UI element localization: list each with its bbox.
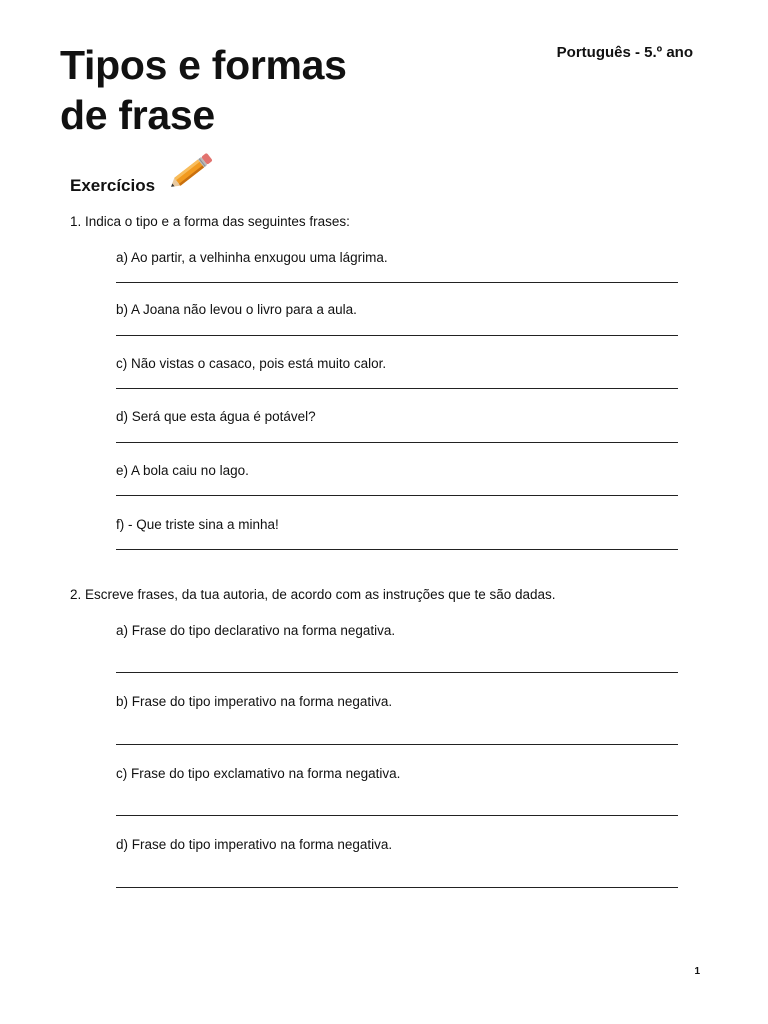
- exercise-2-item-b: b) Frase do tipo imperativo na forma negativa.: [116, 694, 393, 709]
- page-number: 1: [694, 966, 700, 977]
- answer-line-2a: [116, 672, 678, 673]
- page-title-line-2: de frase: [60, 92, 215, 138]
- exercise-2-prompt: 2. Escreve frases, da tua autoria, de acordo com as instruções que te são dadas.: [70, 587, 556, 602]
- exercise-2-item-c: c) Frase do tipo exclamativo na forma negativa.: [116, 766, 401, 781]
- exercise-1-item-e: e) A bola caiu no lago.: [116, 463, 249, 478]
- exercise-1-prompt: 1. Indica o tipo e a forma das seguintes frases:: [70, 214, 350, 229]
- page-title-line-1: Tipos e formas: [60, 42, 347, 88]
- answer-line-2b: [116, 744, 678, 745]
- exercise-1-item-b: b) A Joana não levou o livro para a aula.: [116, 302, 357, 317]
- answer-line-1b: [116, 335, 678, 336]
- page-title: [60, 40, 347, 140]
- subject-label: Português - 5.º ano: [556, 44, 693, 61]
- answer-line-2d: [116, 887, 678, 888]
- answer-line-1d: [116, 442, 678, 443]
- pencil-icon: [162, 146, 218, 198]
- answer-line-1f: [116, 549, 678, 550]
- exercise-2-item-d: d) Frase do tipo imperativo na forma negativa.: [116, 837, 393, 852]
- exercise-2-item-a: a) Frase do tipo declarativo na forma negativa.: [116, 623, 396, 638]
- answer-line-1a: [116, 282, 678, 283]
- exercise-1-item-f: f) - Que triste sina a minha!: [116, 517, 279, 532]
- answer-line-1c: [116, 388, 678, 389]
- answer-line-1e: [116, 495, 678, 496]
- exercise-1-item-a: a) Ao partir, a velhinha enxugou uma lágrima.: [116, 250, 388, 265]
- exercise-1-item-d: d) Será que esta água é potável?: [116, 409, 316, 424]
- exercise-1-item-c: c) Não vistas o casaco, pois está muito calor.: [116, 356, 387, 371]
- section-title: Exercícios: [70, 176, 156, 195]
- answer-line-2c: [116, 815, 678, 816]
